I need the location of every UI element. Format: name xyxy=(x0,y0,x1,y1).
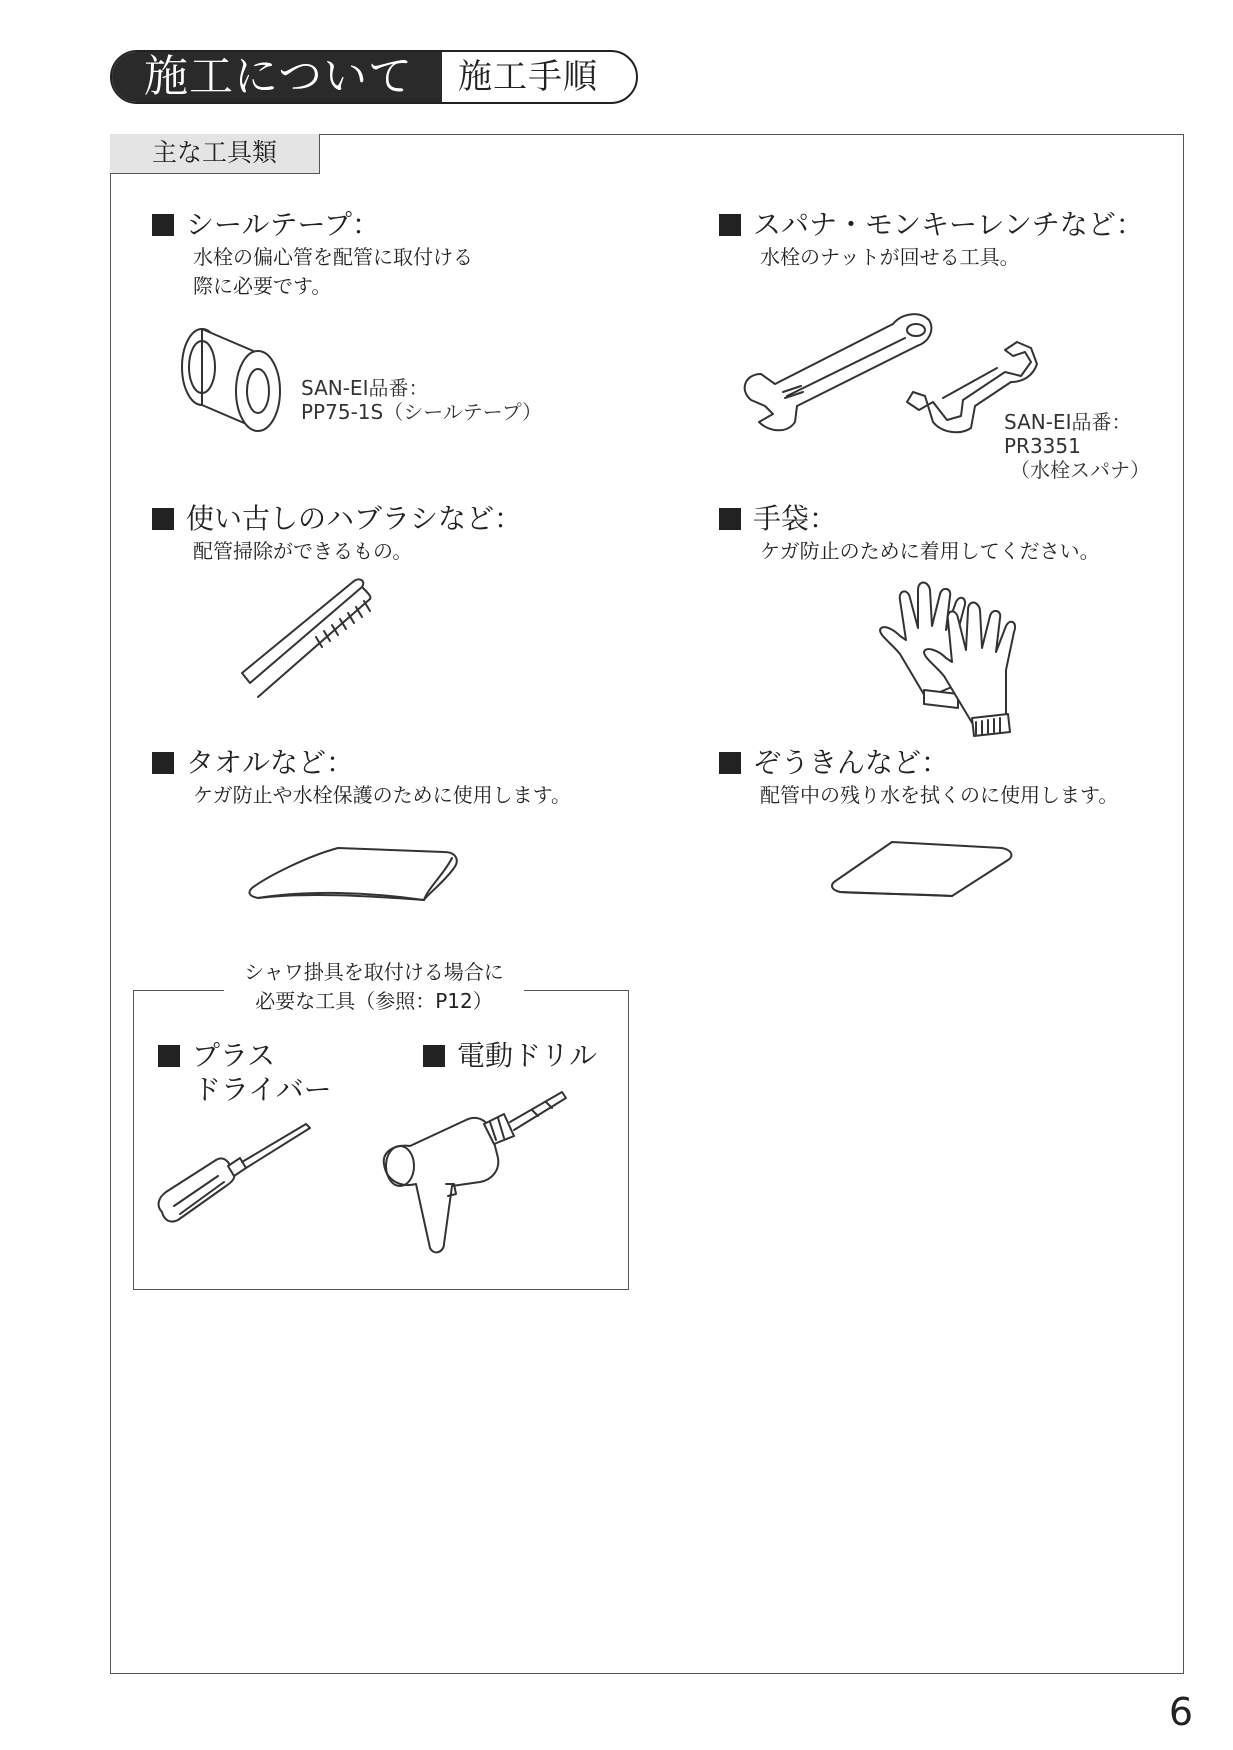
seal-tape-desc-2: 際に必要です。 xyxy=(193,274,332,298)
bullet-square-icon xyxy=(158,1045,180,1067)
spanner-title xyxy=(719,208,1144,242)
gloves-desc: ケガ防止のために着用してください。 xyxy=(760,539,1100,563)
towel-title xyxy=(152,746,354,780)
header-title: 施工について xyxy=(112,52,442,102)
seal-tape-icon xyxy=(178,325,288,440)
spanner-part-name: （水栓スパナ） xyxy=(1010,458,1150,482)
header-subtitle: 施工手順 xyxy=(458,57,598,97)
rag-desc: 配管中の残り水を拭くのに使用します。 xyxy=(760,783,1119,807)
drill-icon xyxy=(382,1084,582,1274)
wrench-icon xyxy=(735,310,1075,440)
page-number: 6 xyxy=(1168,1690,1193,1734)
bullet-square-icon xyxy=(719,752,741,774)
section-title: 主な工具類 xyxy=(110,134,320,174)
toothbrush-title-text: 使い古しのハブラシなど： xyxy=(186,502,523,535)
spanner-title-text: スパナ・モンキーレンチなど： xyxy=(753,208,1144,241)
seal-tape-desc-1: 水栓の偏心管を配管に取付ける xyxy=(193,245,473,269)
toothbrush-title xyxy=(152,502,522,536)
screwdriver-title xyxy=(158,1039,275,1073)
bullet-square-icon xyxy=(719,508,741,530)
bullet-square-icon xyxy=(423,1045,445,1067)
towel-desc: ケガ防止や水栓保護のために使用します。 xyxy=(193,783,571,807)
toothbrush-icon xyxy=(240,575,400,705)
seal-tape-title xyxy=(152,208,380,242)
gloves-icon xyxy=(872,580,1032,740)
rag-title xyxy=(719,746,949,780)
caption-line-2: 必要な工具（参照：P12） xyxy=(255,989,493,1013)
bullet-square-icon xyxy=(719,214,741,236)
rag-title-text: ぞうきんなど： xyxy=(753,746,950,779)
shower-tools-caption xyxy=(224,958,524,1016)
gloves-title xyxy=(719,502,837,536)
drill-title xyxy=(423,1039,597,1073)
caption-line-1: シャワ掛具を取付ける場合に xyxy=(244,960,504,984)
gloves-title-text: 手袋： xyxy=(753,502,838,535)
towel-icon xyxy=(248,846,468,906)
seal-tape-title-text: シールテープ： xyxy=(186,208,381,241)
bullet-square-icon xyxy=(152,508,174,530)
spanner-part-no: PR3351 xyxy=(1004,434,1081,458)
page-header xyxy=(110,50,638,104)
drill-title-text: 電動ドリル xyxy=(457,1039,598,1072)
bullet-square-icon xyxy=(152,214,174,236)
toothbrush-desc: 配管掃除ができるもの。 xyxy=(193,539,413,563)
seal-tape-part-label: SAN-EI品番： xyxy=(301,376,429,400)
screwdriver-title-text: プラス xyxy=(192,1039,276,1072)
bullet-square-icon xyxy=(152,752,174,774)
rag-icon xyxy=(830,838,1020,900)
spanner-part-label: SAN-EI品番： xyxy=(1004,410,1132,434)
screwdriver-icon xyxy=(156,1120,316,1230)
towel-title-text: タオルなど： xyxy=(186,746,355,779)
seal-tape-part-no: PP75-1S（シールテープ） xyxy=(301,400,543,424)
spanner-desc: 水栓のナットが回せる工具。 xyxy=(760,245,1020,269)
screwdriver-title-2: ドライバー xyxy=(193,1073,332,1106)
